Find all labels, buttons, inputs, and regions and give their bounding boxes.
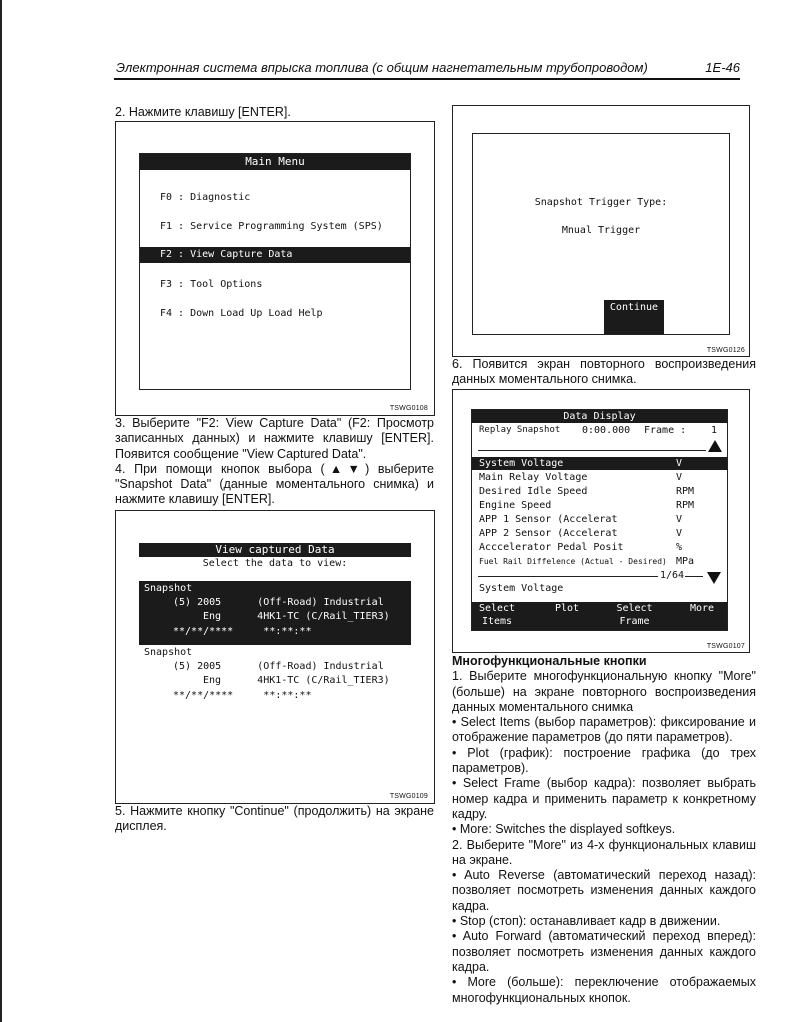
frame-value: 1	[711, 425, 718, 436]
param-row[interactable]: APP 1 Sensor (Accelerat V	[479, 514, 683, 525]
running-header	[114, 58, 740, 76]
softkey-bar	[472, 602, 727, 630]
softkey-select-items[interactable]: Select Items	[478, 603, 516, 627]
param-row[interactable]: Engine Speed RPM	[479, 500, 695, 511]
trigger-type-value: Mnual Trigger	[561, 225, 641, 236]
softkey-more[interactable]: More	[689, 603, 715, 614]
header-title: Электронная система впрыска топлива (с общим нагнетательным трубопроводом)	[116, 60, 648, 75]
page-indicator: 1/64	[660, 570, 685, 581]
figure-code: TSWG0126	[706, 347, 745, 354]
captured-subtitle: Select the data to view:	[202, 558, 348, 569]
paragraph: • Auto Forward (автоматический переход вперед): позволяет посмотреть изменения данных каждого кадра.	[452, 929, 756, 974]
figure-code: TSWG0109	[389, 793, 428, 800]
frame-label: Frame :	[644, 425, 687, 436]
paragraph: 2. Выберите "More" из 4-х функциональных клавиш на экране.	[452, 837, 756, 867]
figure-main-menu	[115, 121, 435, 416]
param-row[interactable]: Main Relay Voltage V	[479, 472, 683, 483]
snapshot-model-line: (5) 2005 (Off-Road) Industrial	[173, 597, 384, 608]
param-row[interactable]: Desired Idle Speed RPM	[479, 486, 695, 497]
header-rule	[114, 78, 740, 80]
figure-data-display	[452, 389, 750, 653]
divider	[478, 450, 706, 451]
snapshot-date-line: **/**/**** **:**:**	[173, 626, 312, 637]
paragraph: • Plot (график): построение графика (до трех параметров).	[452, 745, 756, 776]
param-row-selected[interactable]: System Voltage V	[472, 457, 727, 470]
captured-data-screen	[139, 543, 411, 733]
snapshot-engine-line: Eng 4HK1-TC (C/Rail_TIER3)	[203, 611, 390, 622]
figure-captured-data	[115, 510, 435, 804]
menu-item-f2-selected[interactable]: F2 : View Capture Data	[140, 247, 410, 263]
divider	[685, 576, 703, 577]
page-number: 1E-46	[705, 60, 740, 75]
step-5-text: 5. Нажмите кнопку "Continue" (продолжить) на экране дисплея.	[115, 804, 434, 834]
figure-code: TSWG0108	[389, 405, 428, 412]
param-row[interactable]: Fuel Rail Diffelence (Actual - Desired) MPa	[479, 556, 695, 567]
snapshot-label: Snapshot	[144, 583, 193, 594]
menu-item-f0[interactable]: F0 : Diagnostic	[160, 192, 251, 203]
menu-item-f4[interactable]: F4 : Down Load Up Load Help	[160, 308, 323, 319]
snapshot-model-line: (5) 2005 (Off-Road) Industrial	[173, 661, 384, 672]
snapshot-label: Snapshot	[144, 647, 193, 658]
softkeys-section	[452, 654, 756, 1006]
snapshot-date-line: **/**/**** **:**:**	[173, 690, 312, 701]
step-2-text: 2. Нажмите клавишу [ENTER].	[115, 105, 291, 119]
continue-button[interactable]: Continue	[604, 300, 664, 334]
paragraph: • More: Switches the displayed softkeys.	[452, 822, 676, 837]
section-heading: Многофункциональные кнопки	[452, 654, 647, 668]
paragraph: 1. Выберите многофункциональную кнопку "More" (больше) на экране повторного воспроизведения данных моментального снимка	[452, 669, 756, 714]
paragraph: • Auto Reverse (автоматический переход назад): позволяет посмотреть изменения данных каждого кадра.	[452, 868, 756, 913]
figure-code: TSWG0107	[706, 643, 745, 650]
paragraph: • Stop (стоп): останавливает кадр в движении.	[452, 914, 721, 929]
menu-item-f3[interactable]: F3 : Tool Options	[160, 279, 263, 290]
step-6-text: 6. Появится экран повторного воспроизведения данных моментального снимка.	[452, 357, 756, 387]
snapshot-entry[interactable]	[139, 645, 411, 709]
snapshot-engine-line: Eng 4HK1-TC (C/Rail_TIER3)	[203, 675, 390, 686]
paragraph: • More (больше): переключение отображаемых многофункциональных кнопок.	[452, 975, 756, 1005]
main-menu-screen	[139, 153, 411, 390]
scroll-up-icon[interactable]	[708, 440, 722, 452]
softkey-select-frame[interactable]: Select Frame	[616, 603, 653, 627]
step-3-text: 3. Выберите "F2: View Capture Data" (F2: Просмотр записанных данных) и нажмите клавишу [ENTER]. Появится сообщение "View Captured Data".	[115, 416, 434, 461]
paragraph: • Select Frame (выбор кадра): позволяет выбрать номер кадра и применить параметр к конкретному кадру.	[452, 776, 756, 821]
selected-parameter-footer: System Voltage	[479, 583, 564, 594]
steps-3-4-text	[115, 416, 434, 508]
trigger-screen	[472, 133, 730, 335]
main-menu-title: Main Menu	[140, 154, 410, 170]
data-display-title: Data Display	[472, 410, 727, 423]
divider	[478, 576, 658, 577]
param-row[interactable]: Acccelerator Pedal Posit %	[479, 542, 683, 553]
step-4-text: 4. При помощи кнопок выбора (▲▼) выберите "Snapshot Data" (данные моментального снимка) и нажмите клавишу [ENTER].	[115, 461, 434, 507]
paragraph: • Select Items (выбор параметров): фиксирование и отображение параметров (до пяти параметров).	[452, 715, 756, 745]
replay-snapshot-label: Replay Snapshot	[479, 425, 561, 435]
figure-trigger	[452, 105, 750, 357]
menu-item-f1[interactable]: F1 : Service Programming System (SPS)	[160, 221, 383, 232]
data-display-screen	[471, 409, 728, 631]
page-left-edge	[0, 0, 2, 1022]
replay-time: 0:00.000	[582, 425, 631, 436]
param-row[interactable]: APP 2 Sensor (Accelerat V	[479, 528, 683, 539]
snapshot-entry-selected[interactable]	[139, 581, 411, 645]
scroll-down-icon[interactable]	[707, 572, 721, 584]
trigger-type-label: Snapshot Trigger Type:	[534, 197, 668, 208]
captured-title: View captured Data	[139, 543, 411, 557]
softkey-plot[interactable]: Plot	[554, 603, 580, 614]
